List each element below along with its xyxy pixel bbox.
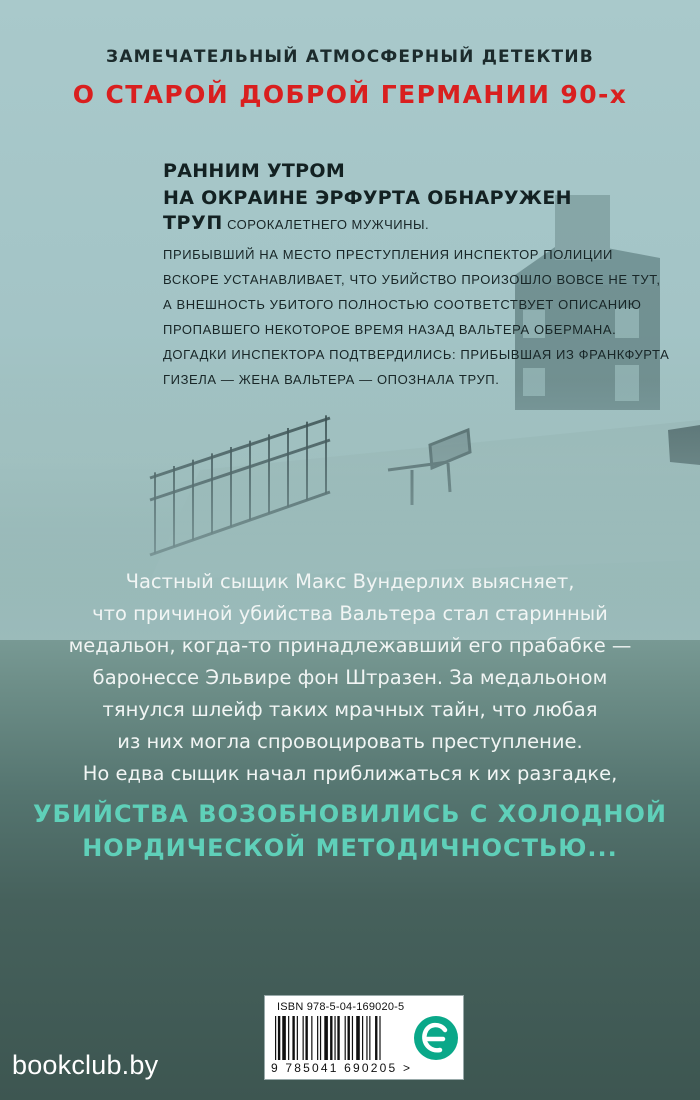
synopsis-line: Частный сыщик Макс Вундерлих выясняет, (125, 570, 575, 593)
intro-body-line: ВСКОРЕ УСТАНАВЛИВАЕТ, ЧТО УБИЙСТВО ПРОИЗОШЛО ВОВСЕ НЕ ТУТ, (163, 272, 661, 287)
watermark-text: bookclub.by (12, 1050, 159, 1080)
barcode-bars (275, 1016, 415, 1060)
barcode-bar (317, 1016, 318, 1060)
barcode-bar (362, 1016, 363, 1060)
barcode-bar (297, 1016, 298, 1060)
barcode-bar (305, 1016, 307, 1060)
barcode-bar (366, 1016, 367, 1060)
publisher-logo-icon (412, 1012, 460, 1064)
intro-headline-1: РАННИМ УТРОМ (163, 160, 346, 182)
barcode-bar (320, 1016, 321, 1060)
cover-tagline: ЗАМЕЧАТЕЛЬНЫЙ АТМОСФЕРНЫЙ ДЕТЕКТИВ (106, 47, 594, 67)
intro-keyword: ТРУП (163, 212, 223, 234)
intro-line-3 (163, 212, 429, 234)
barcode-bar (292, 1016, 294, 1060)
barcode-bar (348, 1016, 350, 1060)
barcode-bar (282, 1016, 286, 1060)
barcode-bar (379, 1016, 380, 1060)
barcode-bar (278, 1016, 280, 1060)
barcode-bar (337, 1016, 339, 1060)
barcode-bar (356, 1016, 360, 1060)
synopsis-line: что причиной убийства Вальтера стал старинный (92, 602, 608, 625)
barcode-bar (303, 1016, 304, 1060)
highlight-line-2: НОРДИЧЕСКОЙ МЕТОДИЧНОСТЬЮ... (82, 834, 618, 862)
barcode-bar (369, 1016, 370, 1060)
barcode-bar (334, 1016, 335, 1060)
synopsis-line: баронессе Эльвире фон Штразен. За медальоном (92, 666, 608, 689)
barcode-digits: 9 785041 690205 > (271, 1061, 413, 1075)
intro-body-line: ГИЗЕЛА — ЖЕНА ВАЛЬТЕРА — ОПОЗНАЛА ТРУП. (163, 372, 500, 387)
cover-subject: О СТАРОЙ ДОБРОЙ ГЕРМАНИИ 90-х (72, 80, 628, 109)
barcode-bar (352, 1016, 353, 1060)
barcode-bar (275, 1016, 276, 1060)
synopsis-line: Но едва сыщик начал приближаться к их разгадке, (82, 762, 618, 785)
highlight-line-1: УБИЙСТВА ВОЗОБНОВИЛИСЬ С ХОЛОДНОЙ (33, 800, 667, 828)
synopsis-line: медальон, когда-то принадлежавший его прабабке — (68, 634, 632, 657)
barcode-bar (375, 1016, 377, 1060)
barcode-bar (324, 1016, 328, 1060)
isbn-text: ISBN 978-5-04-169020-5 (277, 1001, 405, 1013)
barcode-bar (288, 1016, 289, 1060)
synopsis-line: из них могла спровоцировать преступление. (117, 730, 583, 753)
intro-headline-2: НА ОКРАИНЕ ЭРФУРТА ОБНАРУЖЕН (163, 187, 572, 209)
intro-body-line: ПРОПАВШЕГО НЕКОТОРОЕ ВРЕМЯ НАЗАД ВАЛЬТЕРА ОБЕРМАНА. (163, 322, 617, 337)
barcode-bar (330, 1016, 332, 1060)
intro-body-line: ДОГАДКИ ИНСПЕКТОРА ПОДТВЕРДИЛИСЬ: ПРИБЫВШАЯ ИЗ ФРАНКФУРТА (163, 347, 670, 362)
intro-line-3-rest: СОРОКАЛЕТНЕГО МУЖЧИНЫ. (227, 217, 430, 232)
barcode-bar (311, 1016, 312, 1060)
barcode-bar (345, 1016, 346, 1060)
synopsis-line: тянулся шлейф таких мрачных тайн, что любая (102, 698, 598, 721)
intro-body-line: А ВНЕШНОСТЬ УБИТОГО ПОЛНОСТЬЮ СООТВЕТСТВУЕТ ОПИСАНИЮ (163, 297, 642, 312)
intro-body-line: ПРИБЫВШИЙ НА МЕСТО ПРЕСТУПЛЕНИЯ ИНСПЕКТОР ПОЛИЦИИ (163, 247, 613, 262)
